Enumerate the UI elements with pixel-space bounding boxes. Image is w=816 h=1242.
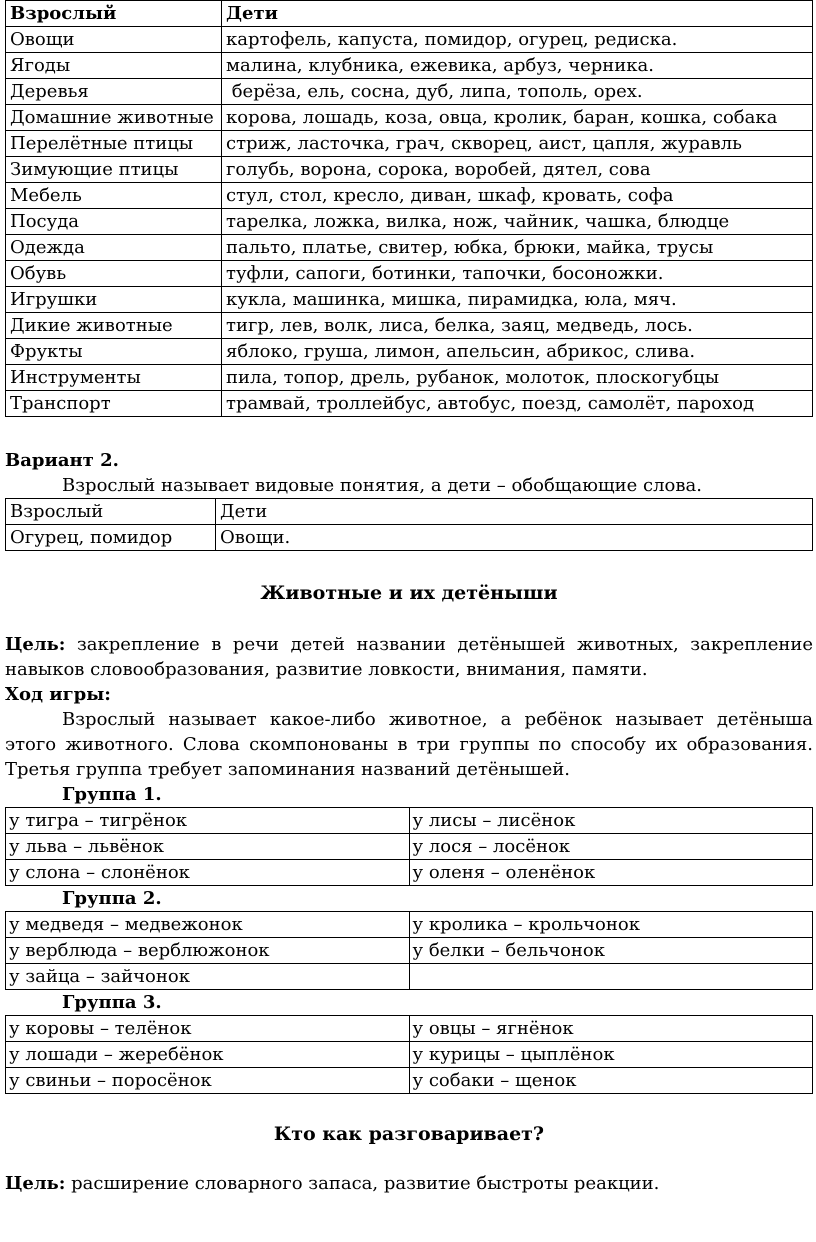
pair-cell: у собаки – щенок — [409, 1068, 813, 1094]
category-cell: Обувь — [6, 261, 222, 287]
group-1-table — [5, 807, 813, 886]
table-row — [6, 808, 813, 834]
game1-progress-label: Ход игры: — [5, 684, 111, 705]
table-row — [6, 1016, 813, 1042]
pair-cell: у лошади – жеребёнок — [6, 1042, 410, 1068]
items-cell: берёза, ель, сосна, дуб, липа, тополь, орех. — [222, 79, 813, 105]
items-cell: тарелка, ложка, вилка, нож, чайник, чашка, блюдце — [222, 209, 813, 235]
items-cell: кукла, машинка, мишка, пирамидка, юла, мяч. — [222, 287, 813, 313]
pair-cell: у слона – слонёнок — [6, 860, 410, 886]
variant2-title: Вариант 2. — [5, 450, 119, 471]
table-row — [6, 499, 813, 525]
pair-cell-empty — [409, 964, 813, 990]
pair-cell: у верблюда – верблюжонок — [6, 938, 410, 964]
variant2-table — [5, 498, 813, 551]
table-row — [6, 261, 813, 287]
game2-title: Кто как разговаривает? — [273, 1123, 545, 1145]
table-row — [6, 27, 813, 53]
items-cell: голубь, ворона, сорока, воробей, дятел, сова — [222, 157, 813, 183]
categories-table — [5, 0, 813, 417]
pair-cell: у белки – бельчонок — [409, 938, 813, 964]
category-cell: Дикие животные — [6, 313, 222, 339]
category-cell: Инструменты — [6, 365, 222, 391]
table-row — [6, 1068, 813, 1094]
header-adult: Взрослый — [6, 1, 222, 27]
children-cell: Овощи. — [216, 525, 813, 551]
items-cell: стул, стол, кресло, диван, шкаф, кровать, софа — [222, 183, 813, 209]
pair-cell: у коровы – телёнок — [6, 1016, 410, 1042]
goal-text: расширение словарного запаса, развитие быстроты реакции. — [65, 1173, 660, 1194]
category-cell: Одежда — [6, 235, 222, 261]
table-row — [6, 912, 813, 938]
group-2-table — [5, 911, 813, 990]
category-cell: Игрушки — [6, 287, 222, 313]
items-cell: пила, топор, дрель, рубанок, молоток, плоскогубцы — [222, 365, 813, 391]
table-row — [6, 287, 813, 313]
items-cell: яблоко, груша, лимон, апельсин, абрикос, слива. — [222, 339, 813, 365]
group-2-title: Группа 2. — [62, 888, 162, 909]
items-cell: стриж, ласточка, грач, скворец, аист, цапля, журавль — [222, 131, 813, 157]
items-cell: картофель, капуста, помидор, огурец, редиска. — [222, 27, 813, 53]
goal-label: Цель: — [5, 1173, 66, 1194]
items-cell: трамвай, троллейбус, автобус, поезд, самолёт, пароход — [222, 391, 813, 417]
table-row — [6, 525, 813, 551]
table-row — [6, 53, 813, 79]
game1-goal — [5, 632, 813, 682]
category-cell: Мебель — [6, 183, 222, 209]
group-3-table — [5, 1015, 813, 1094]
category-cell: Перелётные птицы — [6, 131, 222, 157]
group-3-title: Группа 3. — [62, 992, 162, 1013]
table-row — [6, 860, 813, 886]
group-1-title: Группа 1. — [62, 784, 162, 805]
goal-label: Цель: — [5, 634, 66, 655]
table-row — [6, 79, 813, 105]
table-row — [6, 834, 813, 860]
pair-cell: у лисы – лисёнок — [409, 808, 813, 834]
table-row — [6, 365, 813, 391]
category-cell: Домашние животные — [6, 105, 222, 131]
pair-cell: у тигра – тигрёнок — [6, 808, 410, 834]
header-children: Дети — [216, 499, 813, 525]
table-row — [6, 157, 813, 183]
pair-cell: у льва – львёнок — [6, 834, 410, 860]
table-row — [6, 313, 813, 339]
category-cell: Посуда — [6, 209, 222, 235]
variant2-text: Взрослый называет видовые понятия, а дети – обобщающие слова. — [62, 475, 702, 496]
table-row — [6, 209, 813, 235]
items-cell: тигр, лев, волк, лиса, белка, заяц, медведь, лось. — [222, 313, 813, 339]
items-cell: туфли, сапоги, ботинки, тапочки, босоножки. — [222, 261, 813, 287]
header-children: Дети — [222, 1, 813, 27]
table-row — [6, 235, 813, 261]
adult-cell: Огурец, помидор — [6, 525, 216, 551]
pair-cell: у лося – лосёнок — [409, 834, 813, 860]
category-cell: Зимующие птицы — [6, 157, 222, 183]
category-cell: Овощи — [6, 27, 222, 53]
pair-cell: у курицы – цыплёнок — [409, 1042, 813, 1068]
table-row — [6, 183, 813, 209]
category-cell: Фрукты — [6, 339, 222, 365]
items-cell: пальто, платье, свитер, юбка, брюки, майка, трусы — [222, 235, 813, 261]
table-row — [6, 391, 813, 417]
goal-text: закрепление в речи детей названии детёнышей животных, закрепление навыков словообразования, развитие ловкости, внимания, памяти. — [5, 634, 813, 680]
table-row — [6, 105, 813, 131]
table-header-row — [6, 1, 813, 27]
pair-cell: у оленя – оленёнок — [409, 860, 813, 886]
table-row — [6, 1042, 813, 1068]
pair-cell: у овцы – ягнёнок — [409, 1016, 813, 1042]
header-adult: Взрослый — [6, 499, 216, 525]
table-row — [6, 964, 813, 990]
pair-cell: у кролика – крольчонок — [409, 912, 813, 938]
document-page — [5, 0, 813, 1196]
items-cell: корова, лошадь, коза, овца, кролик, баран, кошка, собака — [222, 105, 813, 131]
table-row — [6, 339, 813, 365]
items-cell: малина, клубника, ежевика, арбуз, черника. — [222, 53, 813, 79]
game1-progress-text: Взрослый называет какое-либо животное, а ребёнок называет детёныша этого животного. Слова скомпонованы в три группы по способу их образования. Третья группа требует запоминания названий детёнышей. — [5, 709, 813, 780]
category-cell: Ягоды — [6, 53, 222, 79]
table-row — [6, 938, 813, 964]
game1-title: Животные и их детёныши — [260, 582, 558, 604]
category-cell: Деревья — [6, 79, 222, 105]
game2-goal — [5, 1171, 813, 1196]
pair-cell: у медведя – медвежонок — [6, 912, 410, 938]
category-cell: Транспорт — [6, 391, 222, 417]
table-row — [6, 131, 813, 157]
pair-cell: у зайца – зайчонок — [6, 964, 410, 990]
pair-cell: у свиньи – поросёнок — [6, 1068, 410, 1094]
